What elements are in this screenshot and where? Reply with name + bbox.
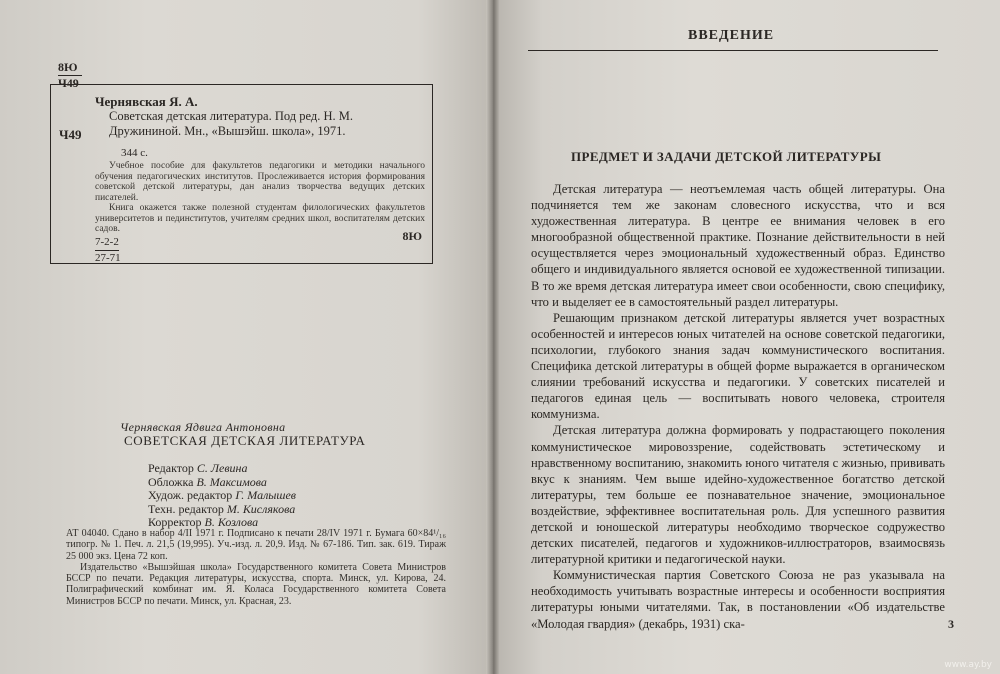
- udk-line-2: Ч49: [58, 76, 79, 90]
- credit-line: [148, 462, 296, 476]
- imprint-block: [66, 528, 446, 607]
- author-full-name: Чернявская Ядвига Антоновна: [120, 420, 286, 434]
- credit-line: [148, 503, 296, 517]
- body-text: [531, 181, 945, 632]
- credit-name: С. Левина: [196, 461, 248, 475]
- credit-role: Техн. редактор: [148, 501, 224, 516]
- credit-name: Г. Малышев: [235, 488, 297, 502]
- credit-role: Худож. редактор: [148, 488, 233, 502]
- credits-list: [148, 462, 296, 530]
- chapter-title: ВВЕДЕНИЕ: [688, 28, 775, 43]
- catalog-class-index: [95, 235, 121, 266]
- credit-role: Редактор: [148, 461, 194, 475]
- credit-name: В. Максимова: [196, 474, 267, 489]
- page-number: 3: [948, 617, 954, 631]
- watermark: www.ay.by: [944, 660, 992, 670]
- catalog-body-text: Советская детская литература. Под ред. Н. М. Дружининой. Мн., «Вышэйш. школа», 1971.: [109, 109, 353, 138]
- credit-line: [148, 489, 296, 503]
- annotation-paragraph: Учебное пособие для факультетов педагогики и методики начального обучения педагогических институтов. Прослеживается история формирования советской детской литературы, дан анализ творчества ведущих детских писателей.: [95, 161, 425, 203]
- imprint-paragraph: Издательство «Вышэйшая школа» Государственного комитета Совета Министров БССР по печати. Редакция литературы, искусства, спорта. Минск, ул. Кирова, 24. Полиграфический комбинат им. Я. Коласа Государственного комитета Совета Министров БССР по печати. Минск, ул. Красная, 23.: [66, 561, 446, 607]
- book-title: СОВЕТСКАЯ ДЕТСКАЯ ЛИТЕРАТУРА: [124, 433, 366, 448]
- book-gutter: [486, 0, 500, 674]
- body-paragraph: Коммунистическая партия Советского Союза не раз указывала на необходимость учитывать возрастные интересы и особенности восприятия литературы юными читателями. Так, в постановлении «Об издательстве «Молодая гвардия» (декабрь, 1931) ска-: [531, 568, 945, 631]
- catalog-code: Ч49: [59, 127, 82, 142]
- left-page: [0, 0, 492, 674]
- chapter-divider: [528, 50, 938, 51]
- body-paragraph: Решающим признаком детской литературы является учет возрастных особенностей и интересов юных читателей на основе советской педагогики, психологии, глубокого знания задач коммунистического воспитания. Специфика детской литературы в общей форме выражается в органическом слиянии требований искусства и педагогики. У советских писателей и педагогов единая цель — воспитывать нового человека, строителя коммунизма.: [531, 310, 945, 422]
- body-paragraph: Детская литература — неотъемлемая часть общей литературы. Она подчиняется тем же законам словесного искусства, что и вся художественная литература. В центре ее внимания человек в его многообразной общественной практике. Познание действительности в ней осуществляется через эмоциональный художественный образ. Единство общего и индивидуального является основой ее художественной типизации. В то же время детская литература имеет свои особенности, свою специфику, что и выделяет ее в самостоятельный раздел литературы.: [531, 182, 945, 309]
- catalog-pages: 344 с.: [121, 147, 148, 159]
- catalog-annotation: [95, 161, 425, 235]
- body-paragraph: Детская литература должна формировать у подрастающего поколения коммунистическое мировоззрение, содействовать эстетическому и нравственному воспитанию, знакомить юного читателя с жизнью, прививать вкус к знаниям. Чем выше идейно-художественное богатство детской литературы, тем больше ее познавательное значение, эмоциональное воздействие, эффективнее воспитательная роль. Для успешного развития детской и юношеской литературы необходимо творческое содружество детских писателей, педагогов и художников-иллюстраторов, взаимосвязь литературной критики и педагогической науки.: [531, 423, 945, 567]
- credit-name: М. Кислякова: [226, 501, 296, 516]
- credit-role: Корректор: [148, 515, 202, 529]
- class-index-top: 7-2-2: [95, 235, 119, 251]
- udk-line-1: 8Ю: [58, 60, 82, 76]
- section-title: ПРЕДМЕТ И ЗАДАЧИ ДЕТСКОЙ ЛИТЕРАТУРЫ: [571, 149, 882, 164]
- credit-line: [148, 476, 296, 490]
- credit-role: Обложка: [148, 474, 194, 489]
- catalog-author: Чернявская Я. А.: [95, 94, 198, 109]
- catalog-description: [95, 109, 425, 139]
- class-index-bottom: 27-71: [95, 252, 121, 264]
- catalog-card: [50, 84, 433, 264]
- catalog-udk-right: 8Ю: [402, 229, 422, 243]
- annotation-paragraph: Книга окажется также полезной студентам филологических факультетов университетов и пединститутов, учителям средних школ, воспитателям детских садов.: [95, 203, 425, 234]
- imprint-paragraph: АТ 04040. Сдано в набор 4/II 1971 г. Подписано к печати 28/IV 1971 г. Бумага 60×84¹/₁₆ типогр. № 1. Печ. л. 21,5 (19,995). Уч.-изд. л. 20,9. Изд. № 67-186. Тип. зак. 619. Тираж 25 000 экз. Цена 72 коп.: [66, 528, 446, 562]
- credit-name: В. Козлова: [204, 515, 259, 529]
